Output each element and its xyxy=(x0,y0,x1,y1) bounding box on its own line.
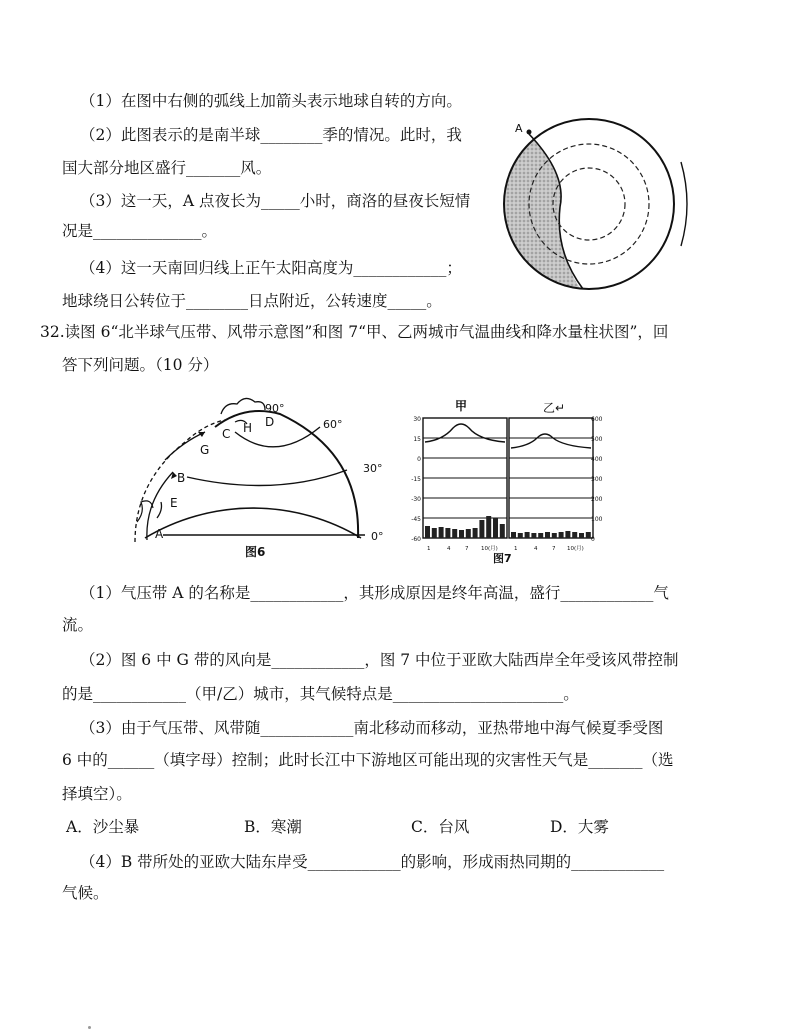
scan-speck xyxy=(88,1026,91,1029)
letter-d: D xyxy=(265,415,275,429)
chart-yi-precip-bar xyxy=(511,532,516,538)
left-tick: -15 xyxy=(411,476,421,483)
x-tick: 10(月) xyxy=(481,546,498,552)
left-tick: -45 xyxy=(411,516,421,523)
hemisphere-arc xyxy=(145,508,361,538)
option-b: B．寒潮 xyxy=(244,818,302,836)
chart-yi-precip-bar xyxy=(586,532,591,538)
q31-item-3: （3）这一天，A 点夜长为_____小时，商洛的昼夜长短情 xyxy=(80,192,471,210)
q32-title-cont: 答下列问题。（10 分） xyxy=(62,356,219,374)
chart-yi-precip-bar xyxy=(531,533,536,538)
right-tick: 400 xyxy=(591,456,603,463)
figure-6-caption: 图6 xyxy=(245,545,266,559)
chart-yi-precip-bar xyxy=(552,533,557,538)
chart-jia-precip-bar xyxy=(452,529,457,538)
chart-jia-precip-bar xyxy=(432,528,437,538)
x-tick: 4 xyxy=(447,546,451,552)
right-tick: 100 xyxy=(591,516,603,523)
chart-jia-precip-bar xyxy=(445,528,450,538)
figure-7-caption: 图7 xyxy=(493,552,512,565)
chart-yi-precip-bar xyxy=(565,531,570,538)
chart-yi-precip-bar xyxy=(572,532,577,538)
x-tick: 1 xyxy=(427,546,431,552)
letter-a: A xyxy=(155,527,164,541)
q31-item-4-cont: 地球绕日公转位于________日点附近，公转速度_____。 xyxy=(62,292,442,310)
chart-jia-precip-bar xyxy=(473,528,478,538)
letter-c: C xyxy=(222,427,231,441)
chart-yi-temperature-curve xyxy=(511,434,591,448)
q32-sub-2: （2）图 6 中 G 带的风向是____________，图 7 中位于亚欧大陆西岸全年受该风带控制 xyxy=(80,651,679,669)
chart-jia-precip-bar xyxy=(466,529,471,538)
chart-yi xyxy=(509,418,593,538)
figure-6 xyxy=(125,392,395,562)
right-tick: 300 xyxy=(591,476,603,483)
x-tick: 10(月) xyxy=(567,546,584,552)
chart-jia-precip-bar xyxy=(500,524,505,538)
letter-e: E xyxy=(170,496,178,510)
x-tick: 7 xyxy=(465,546,469,552)
chart-jia-precip-bar xyxy=(493,518,498,538)
chart-yi-precip-bar xyxy=(545,532,550,538)
label-60: 60° xyxy=(323,418,343,431)
chart-jia-precip-bar xyxy=(425,526,430,538)
chart-yi-precip-bar xyxy=(559,532,564,538)
right-tick: 600 xyxy=(591,416,603,423)
chart-yi-precip-bar xyxy=(538,533,543,538)
q32-sub-4-cont: 气候。 xyxy=(62,884,109,902)
chart-yi-title: 乙↵ xyxy=(543,401,566,415)
chart-jia-precip-bar xyxy=(459,530,464,538)
left-tick: 15 xyxy=(413,436,421,443)
chart-jia-precip-bar xyxy=(439,527,444,538)
label-30: 30° xyxy=(363,462,383,475)
chart-jia xyxy=(423,418,507,538)
left-tick: 0 xyxy=(417,456,421,463)
point-a-label: A xyxy=(515,122,523,135)
right-tick: 500 xyxy=(591,436,603,443)
q32-sub-4: （4）B 带所处的亚欧大陆东岸受____________的影响，形成雨热同期的____________ xyxy=(80,853,665,871)
chart-jia-precip-bar xyxy=(486,516,491,538)
point-a xyxy=(527,130,532,135)
q32-sub-2-cont: 的是____________（甲/乙）城市，其气候特点是______________________。 xyxy=(62,685,579,703)
label-90: 90° xyxy=(265,402,285,415)
q32-sub-3-cont: 6 中的______（填字母）控制；此时长江中下游地区可能出现的灾害性天气是_______（选 xyxy=(62,751,674,769)
x-tick: 4 xyxy=(534,546,538,552)
chart-jia-temperature-curve xyxy=(425,424,505,442)
q32-sub-3-cont2: 择填空）。 xyxy=(62,785,132,803)
q32-sub-1-cont: 流。 xyxy=(62,616,94,634)
chart-yi-precip-bar xyxy=(518,533,523,538)
q31-item-1: （1）在图中右侧的弧线上加箭头表示地球自转的方向。 xyxy=(80,92,462,110)
q31-item-4: （4）这一天南回归线上正午太阳高度为____________； xyxy=(80,259,462,277)
chart-jia-title: 甲 xyxy=(455,399,468,413)
figure-7 xyxy=(397,398,613,566)
left-tick: 30 xyxy=(413,416,421,423)
right-tick: 0 xyxy=(591,536,595,543)
chart-yi-precip-bar xyxy=(525,532,530,538)
right-tick: 200 xyxy=(591,496,603,503)
chart-jia-precip-bar xyxy=(479,520,484,538)
q32-sub-1: （1）气压带 A 的名称是____________，其形成原因是终年高温，盛行____________气 xyxy=(80,584,669,602)
option-c: C．台风 xyxy=(411,818,470,836)
earth-illumination-figure xyxy=(495,112,695,294)
tropic-circle xyxy=(553,168,625,240)
q32-sub-3: （3）由于气压带、风带随____________南北移动而移动，亚热带地中海气候夏季受图 xyxy=(80,719,664,737)
letter-h: H xyxy=(243,421,253,435)
letter-g: G xyxy=(200,443,210,457)
lat30-line xyxy=(187,470,347,486)
x-tick: 7 xyxy=(552,546,556,552)
label-0: 0° xyxy=(371,530,384,543)
left-tick: -30 xyxy=(411,496,421,503)
rotation-arc xyxy=(681,162,687,246)
q31-item-2: （2）此图表示的是南半球________季的情况。此时，我 xyxy=(80,126,462,144)
option-a: A．沙尘暴 xyxy=(66,818,140,836)
chart-yi-precip-bar xyxy=(579,533,584,538)
q31-item-2-cont: 国大部分地区盛行_______风。 xyxy=(62,159,272,177)
left-tick: -60 xyxy=(411,536,421,543)
option-d: D．大雾 xyxy=(550,818,609,836)
q31-item-3-cont: 况是______________。 xyxy=(62,222,218,240)
letter-b: B xyxy=(177,471,186,485)
x-tick: 1 xyxy=(514,546,518,552)
q32-title: 32.读图 6“北半球气压带、风带示意图”和图 7“甲、乙两城市气温曲线和降水量柱状图”，回 xyxy=(40,323,669,341)
